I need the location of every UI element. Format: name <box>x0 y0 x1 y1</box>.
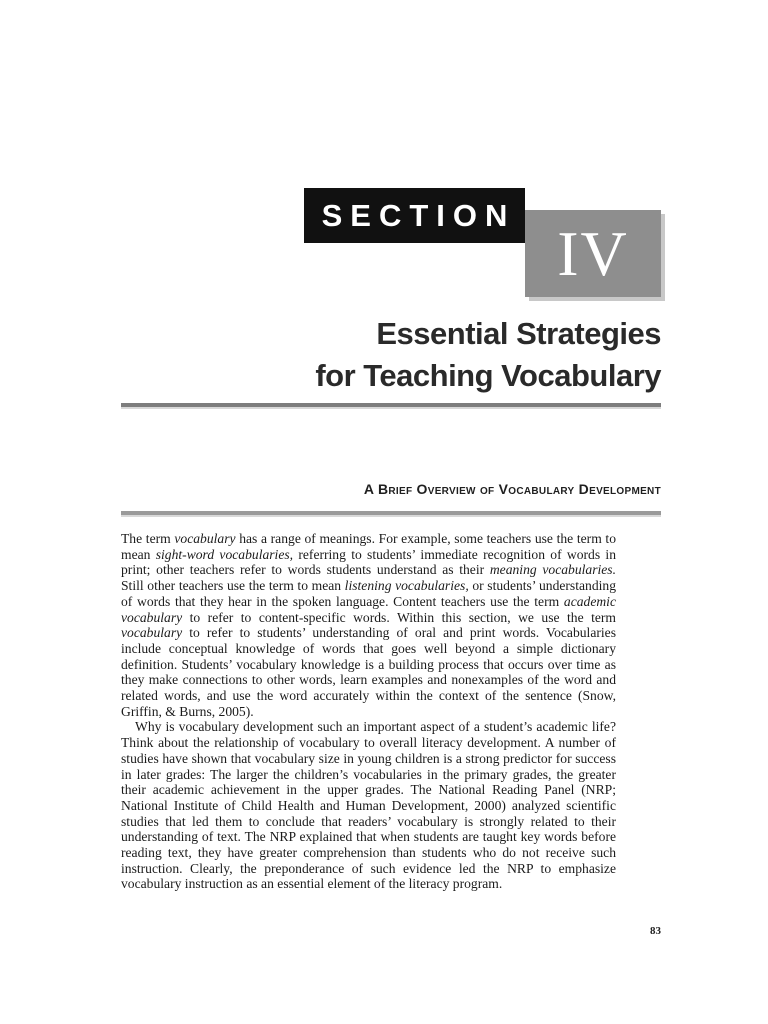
italic-term: academic vocabulary <box>121 593 616 625</box>
section-subtitle: A Brief Overview of Vocabulary Development <box>363 481 661 497</box>
paragraph-1 <box>121 531 616 719</box>
subtitle-rule-shadow <box>121 515 661 517</box>
section-number: IV <box>525 210 661 297</box>
italic-term: vocabulary <box>121 625 183 641</box>
body-text <box>121 531 616 892</box>
text-run: has a range of meanings. For example, some teachers use the term to mean <box>121 531 617 562</box>
text-run: The term <box>121 531 175 546</box>
text-run: Still other teachers use the term to mean <box>121 578 345 594</box>
title-rule-shadow <box>121 407 661 409</box>
italic-term: vocabulary <box>174 531 236 546</box>
italic-term: meaning vocabularies. <box>489 562 616 578</box>
paragraph-2: Why is vocabulary development such an important aspect of a student’s academic life? Think about the relationship of vocabulary to overall literacy development. A number of studies have shown that vocabulary size in young children is a strong predictor for success in later grades: The larger the children’s vocabularies in the primary grades, the greater their academic achievement in the upper grades. The National Reading Panel (NRP; National Institute of Child Health and Human Development, 2000) analyzed scientific studies that led them to conclude that readers’ vocabulary is strongly related to their understanding of text. The NRP explained that when students are taught key words before reading text, they have greater comprehension than students who do not receive such instruction. Clearly, the preponderance of such evidence led the NRP to emphasize vocabulary instruction as an essential element of the literacy program. <box>121 719 616 892</box>
chapter-title-line-2: for Teaching Vocabulary <box>315 358 661 393</box>
section-label: SECTION <box>304 188 525 243</box>
italic-term: sight-word vocabularies, <box>155 546 294 562</box>
italic-term: listening vocabularies, <box>344 578 469 594</box>
text-run: or students’ understanding of words that they hear in the spoken language. Content teachers use the term <box>121 578 616 609</box>
chapter-title <box>315 313 661 397</box>
chapter-title-line-1: Essential Strategies <box>376 316 661 351</box>
text-run: to refer to students’ understanding of oral and print words. Vocabularies include conceptual knowledge of words that goes well beyond a simple dictionary definition. Students’ vocabulary knowledge is a building process that occurs over time as they make connections to other words, learn examples and nonexamples of the word and related words, and use the word accurately within the context of the sentence (Snow, Griffin, & Burns, 2005). <box>121 625 616 719</box>
text-run: referring to students’ immediate recognition of words in print; other teachers refer to words students understand as their <box>121 546 616 578</box>
text-run: to refer to content-specific words. Within this section, we use the term <box>182 609 616 625</box>
page-number: 83 <box>650 925 661 937</box>
